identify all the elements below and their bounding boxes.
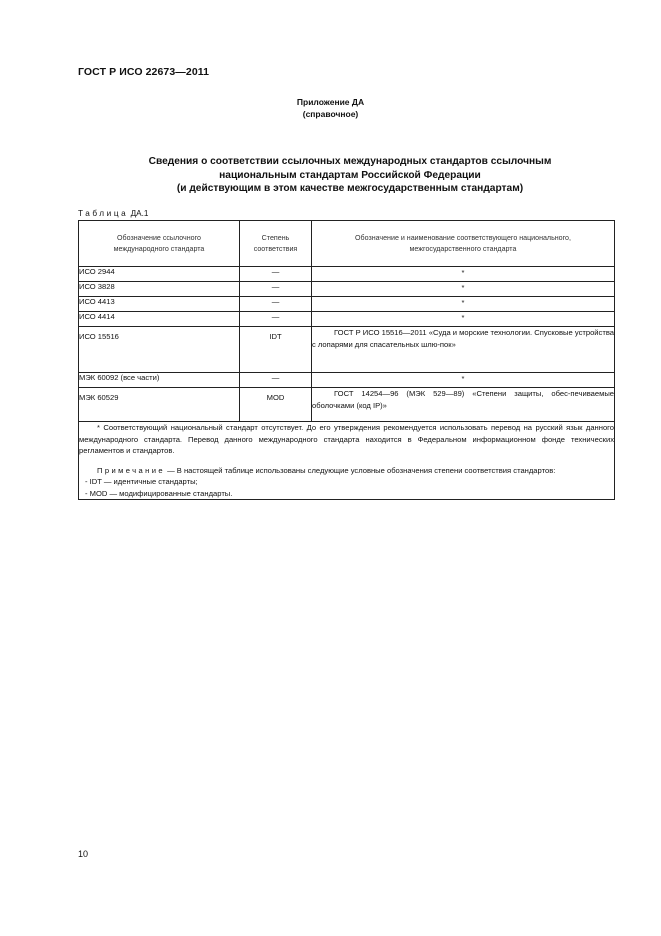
table-row [79,267,615,282]
note-text: — В настоящей таблице использованы следующие условные обозначения степени соответствия стандартов: [167,465,556,475]
note-paragraph [79,465,614,477]
national-standard-cell [312,388,615,422]
degree-cell: — [240,312,312,327]
title-line-2: национальным стандартам Российской Федерации [219,169,481,181]
table-row [79,297,615,312]
note-item-idt: - IDT — идентичные стандарты; [85,477,198,486]
header-degree: Степень соответствия [240,221,312,267]
national-standard-cell: * [312,282,615,297]
table-header-row [79,221,615,267]
reference-standard-cell: ИСО 15516 [79,327,240,373]
national-standard-text: ГОСТ Р ИСО 15516—2011 «Суда и морские технологии. Спусковые устройства с лопарями для спасательных шлю-пок» [312,328,614,349]
annex-heading [0,96,661,120]
note-word: Примечание [97,465,165,475]
correspondence-table [78,220,615,500]
reference-standard-cell: ИСО 4414 [79,312,240,327]
degree-cell: — [240,267,312,282]
standard-designation: ГОСТ Р ИСО 22673—2011 [78,66,210,78]
header-reference-standard: Обозначение ссылочного международного стандарта [79,221,240,267]
annex-title: Приложение ДА [296,97,365,107]
table-label [78,209,148,218]
footnote-text: * Соответствующий национальный стандарт отсутствует. До его утверждения рекомендуется использовать перевод на русский язык данного международного стандарта. Перевод данного международного стандарта находится в Федеральном информационном фонде технических регламентов и стандартов. [79,423,614,455]
table-row [79,282,615,297]
reference-standard-cell: МЭК 60092 (все части) [79,373,240,388]
degree-cell: — [240,282,312,297]
annex-subtitle: (справочное) [302,109,359,119]
national-standard-cell [312,327,615,373]
note-item-mod: - MOD — модифицированные стандарты. [85,488,233,498]
table-row [79,388,615,422]
reference-standard-cell: ИСО 2944 [79,267,240,282]
table-label-word: Таблица [78,209,129,218]
degree-cell: MOD [240,388,312,422]
degree-cell: — [240,297,312,312]
reference-standard-cell: МЭК 60529 [79,388,240,422]
page-number: 10 [78,849,89,859]
degree-cell: IDT [240,327,312,373]
degree-cell: — [240,373,312,388]
table-row [79,373,615,388]
table-label-number: ДА.1 [130,209,149,218]
national-standard-cell: * [312,373,615,388]
table-row [79,312,615,327]
national-standard-cell: * [312,297,615,312]
reference-standard-cell: ИСО 4413 [79,297,240,312]
title-line-3: (и действующим в этом качестве межгосударственным стандартам) [176,183,524,194]
table-footnote-row [79,422,615,500]
national-standard-text: ГОСТ 14254—96 (МЭК 529—89) «Степени защиты, обес-печиваемые оболочками (код IP)» [312,389,614,410]
title-line-1: Сведения о соответствии ссылочных международных стандартов ссылочным [148,156,552,167]
reference-standard-cell: ИСО 3828 [79,282,240,297]
table-footnote-cell [79,422,615,500]
document-title [60,155,640,196]
header-national-standard: Обозначение и наименование соответствующего национального, межгосударственного стандарта [312,221,615,267]
national-standard-cell: * [312,312,615,327]
table-row [79,327,615,373]
national-standard-cell: * [312,267,615,282]
